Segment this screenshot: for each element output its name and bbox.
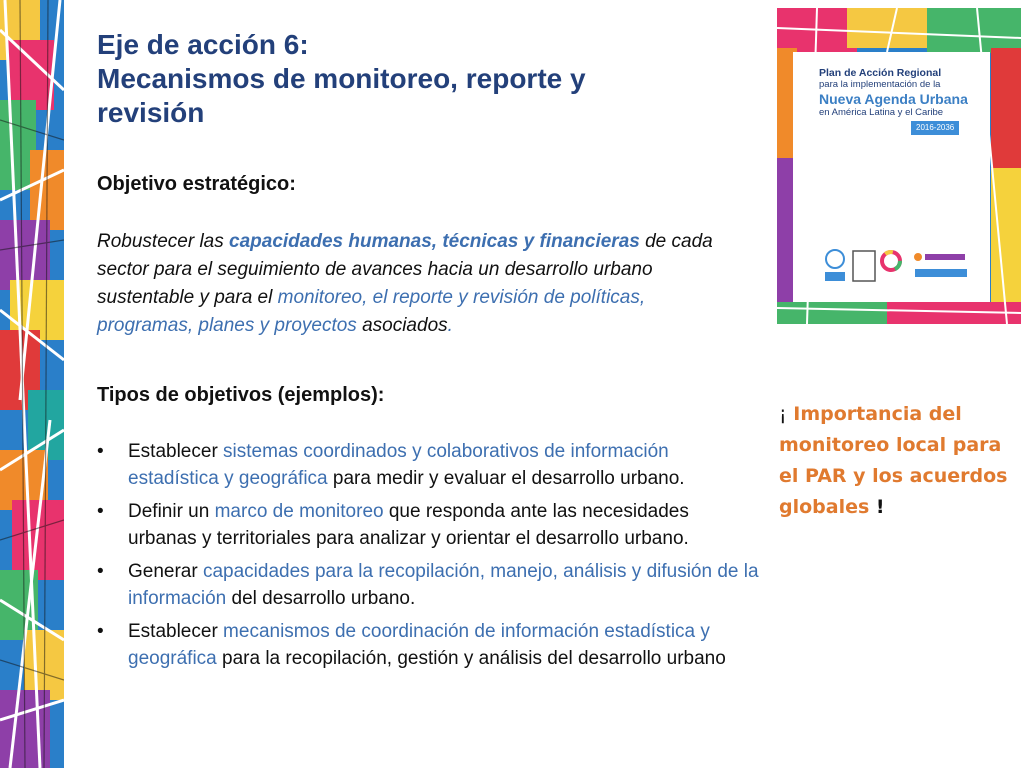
objective-heading: Objetivo estratégico: — [97, 173, 296, 195]
city-map-strip — [0, 0, 64, 768]
bullet-marker: • — [97, 441, 104, 462]
item-highlight: marco de monitoreo — [214, 501, 384, 522]
minurvi-logo — [914, 253, 965, 261]
sdg-wheel-logo — [882, 252, 900, 270]
title-line-1: Eje de acción 6: — [97, 29, 309, 60]
bullet-marker: • — [97, 621, 104, 642]
slide-title — [97, 28, 737, 130]
item-text: Establecer — [128, 621, 224, 642]
item-highlight: capacidades para la recopilación, manejo, análisis y difusión de la información — [128, 561, 759, 609]
cepal-logo — [853, 251, 875, 281]
title-line-3: revisión — [97, 97, 205, 128]
cover-years-badge: 2016-2036 — [911, 121, 959, 135]
callout-text: Importancia del monitoreo local para el PAR y los acuerdos globales — [779, 403, 1008, 518]
item-text: del desarrollo urbano. — [226, 588, 416, 609]
callout-close-mark: ! — [875, 496, 885, 518]
objective-text: asociados — [356, 315, 448, 336]
objective-highlight: monitoreo, el reporte y revisión de políticas, programas, planes y proyectos — [97, 287, 646, 336]
list-item — [97, 618, 762, 672]
importance-callout — [779, 399, 1017, 523]
objective-text: Robustecer las — [97, 231, 230, 252]
objective-highlight: capacidades humanas, técnicas y financieras — [229, 231, 640, 252]
cover-line-2: para la implementación de la — [819, 79, 941, 90]
cover-logos — [823, 245, 973, 285]
item-text: Establecer — [128, 441, 224, 462]
list-item — [97, 498, 762, 552]
item-text: Definir un — [128, 501, 215, 522]
onu-habitat-logo — [915, 269, 967, 277]
types-heading: Tipos de objetivos (ejemplos): — [97, 384, 385, 406]
cover-line-4: en América Latina y el Caribe — [819, 107, 944, 118]
objective-period: . — [447, 315, 453, 336]
objective-paragraph — [97, 228, 737, 340]
item-highlight: sistemas coordinados y colaborativos de información estadística y geográfica — [128, 441, 669, 489]
list-item — [97, 558, 762, 612]
list-item — [97, 438, 762, 492]
item-highlight: mecanismos de coordinación de información estadística y geográfica — [128, 621, 710, 669]
cover-line-3: Nueva Agenda Urbana — [819, 91, 968, 107]
un-emblem-logo — [825, 250, 845, 281]
item-text: para medir y evaluar el desarrollo urbano. — [327, 468, 685, 489]
item-text: que responda ante las necesidades urbanas y territoriales para analizar y orientar el desarrollo urbano. — [128, 501, 689, 549]
item-text: Generar — [128, 561, 203, 582]
callout-open-mark: ¡ — [779, 403, 787, 425]
item-text: para la recopilación, gestión y análisis del desarrollo urbano — [216, 648, 726, 669]
objective-types-list — [97, 438, 762, 678]
objective-text: de cada sector para el seguimiento de avances hacia un desarrollo urbano sustentable y para el — [97, 231, 713, 308]
bullet-marker: • — [97, 561, 104, 582]
title-line-2: Mecanismos de monitoreo, reporte y — [97, 63, 586, 94]
bullet-marker: • — [97, 501, 104, 522]
cover-line-1: Plan de Acción Regional — [819, 67, 942, 79]
cover-title — [819, 67, 979, 135]
